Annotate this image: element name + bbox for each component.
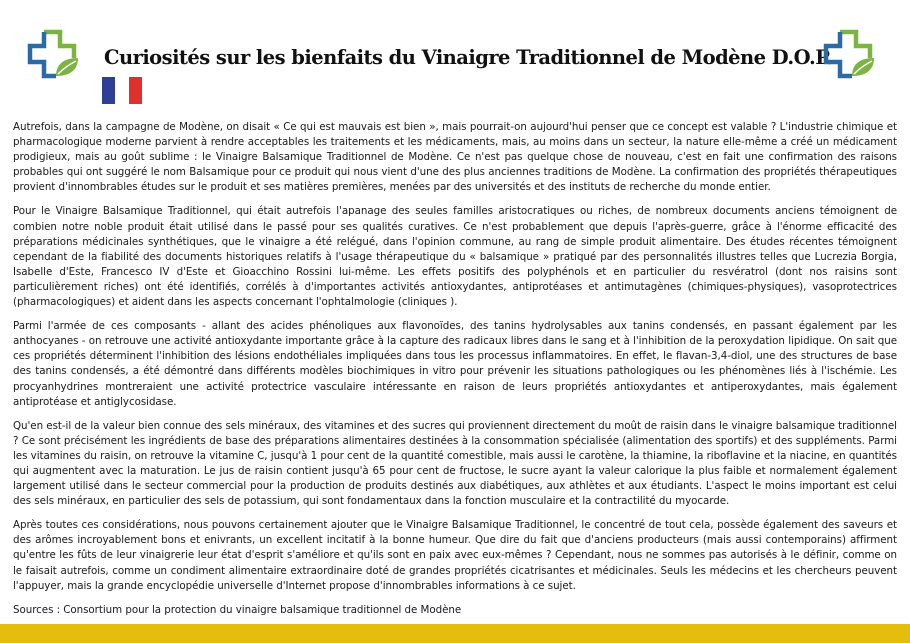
article-body	[13, 120, 897, 627]
paragraph: Qu'en est-il de la valeur bien connue des sels minéraux, des vitamines et des sucres qui proviennent directement du moût de raisin dans le vinaigre balsamique traditionnel ? Ce sont précisément les ingrédients de base des préparations alimentaires destinées à la consommation spécialisée (alimentation des sportifs) et des suppléments. Parmi les vitamines du raisin, on retrouve la vitamine C, jusqu'à 1 pour cent de la quantité comestible, mais aussi le carotène, la thiamine, la riboflavine et la niacine, en quantités qui augmentent avec la maturation. Le jus de raisin contient jusqu'à 65 pour cent de fructose, le sucre ayant la valeur calorique la plus faible et normalement également largement utilisé dans le secteur commercial pour la production de produits destinés aux diabétiques, aux athlètes et aux étudiants. L'aspect le moins important est celui des sels minéraux, en particulier des sels de potassium, qui sont fondamentaux dans la fonction musculaire et la contractilité du myocarde.	[13, 419, 897, 508]
pharmacy-cross-leaf-icon	[822, 28, 880, 86]
paragraph: Parmi l'armée de ces composants - allant des acides phénoliques aux flavonoïdes, des tanins hydrolysables aux tanins condensés, en passant également par les anthocyanes - on retrouve une activité antioxydante importante grâce à la capture des radicaux libres dans le sang et à l'inhibition de la peroxydation lipidique. On sait que ces propriétés déterminent l'inhibition des lésions endothéliales impliquées dans tous les processus inflammatoires. En effet, le flavan-3,4-diol, une des structures de base des tanins condensés, a été démontré dans différents modèles biochimiques in vitro pour prévenir les situations pathologiques ou les phénomènes liés à l'ischémie. Les procyanhydrines montreraient une activité protectrice vasculaire intéressante en raison de leurs propriétés antioxydantes et antiperoxydantes, mais également antiprotéase et antiglycosidase.	[13, 320, 897, 408]
sources-line: Sources : Consortium pour la protection du vinaigre balsamique traditionnel de Modène	[13, 603, 462, 616]
paragraph: Autrefois, dans la campagne de Modène, on disait « Ce qui est mauvais est bien », mais pourrait-on aujourd'hui penser que ce concept est valable ? L'industrie chimique et pharmacologique moderne parvient à rendre acceptables les traitements et les médicaments, mais, au moins dans un secteur, la nature elle-même a créé un médicament prodigieux, mais au goût sublime : le Vinaigre Balsamique Traditionnel de Modène. Ce n'est pas quelque chose de nouveau, c'est en fait une confirmation des raisons probables qui ont suggéré le nom Balsamique pour ce produit qui nous vient d'une des plus anciennes traditions de Modène. La confirmation des propriétés thérapeutiques provient d'innombrables études sur le produit et ses matières premières, menées par des universités et des instituts de recherche du monde entier.	[13, 121, 897, 194]
page-title: Curiosités sur les bienfaits du Vinaigre Traditionnel de Modène D.O.P.	[104, 46, 833, 69]
flag-blue-stripe	[102, 77, 115, 104]
paragraph: Après toutes ces considérations, nous pouvons certainement ajouter que le Vinaigre Balsamique Traditionnel, le concentré de tout cela, possède également des saveurs et des arômes incroyablement bons et enivrants, un excellent incitatif à la bonne humeur. Que dire du fait que d'anciens producteurs (mais aussi contemporains) affirment qu'entre les fûts de leur vinaigrerie leur état d'esprit s'améliore et qu'ils sont en paix avec eux-mêmes ? Cependant, nous ne sommes pas autorisés à le définir, comme on le faisait autrefois, comme un condiment alimentaire extraordinaire doté de grandes propriétés cicatrisantes et médicinales. Seuls les médecins et les chercheurs peuvent l'appuyer, mais la grande encyclopédie universelle d'Internet propose d'innombrables informations à ce sujet.	[13, 519, 897, 592]
page-header	[0, 0, 910, 110]
flag-white-stripe	[115, 77, 128, 104]
paragraph: Pour le Vinaigre Balsamique Traditionnel, qui était autrefois l'apanage des seules familles aristocratiques ou riches, de nombreux documents anciens témoignent de combien notre noble produit était utilisé dans le passé pour ses qualités curatives. Ce n'est probablement que depuis l'après-guerre, grâce à l'énorme efficacité des préparations médicinales synthétiques, que le vinaigre a été relégué, dans l'opinion commune, au rang de simple produit alimentaire. Des études récentes témoignent cependant de la fiabilité des documents historiques relatifs à l'usage thérapeutique du « balsamique » pratiqué par des personnalités illustres telles que Lucrezia Borgia, Isabelle d'Este, Francesco IV d'Este et Gioacchino Rossini lui-même. Les effets positifs des polyphénols et en particulier du resvératrol (dont nos raisins sont particulièrement riches) ont été identifiés, corrélés à d'importantes activités antioxydantes, antiprotéases et antimutagènes (chimiques-physiques), vasoprotectrices (pharmacologiques) et aident dans les aspects concernant l'ophtalmologie (cliniques ).	[13, 205, 897, 309]
flag-red-stripe	[129, 77, 142, 104]
footer-bar	[0, 624, 910, 643]
france-flag-icon	[102, 77, 142, 104]
pharmacy-cross-leaf-icon	[26, 28, 84, 86]
